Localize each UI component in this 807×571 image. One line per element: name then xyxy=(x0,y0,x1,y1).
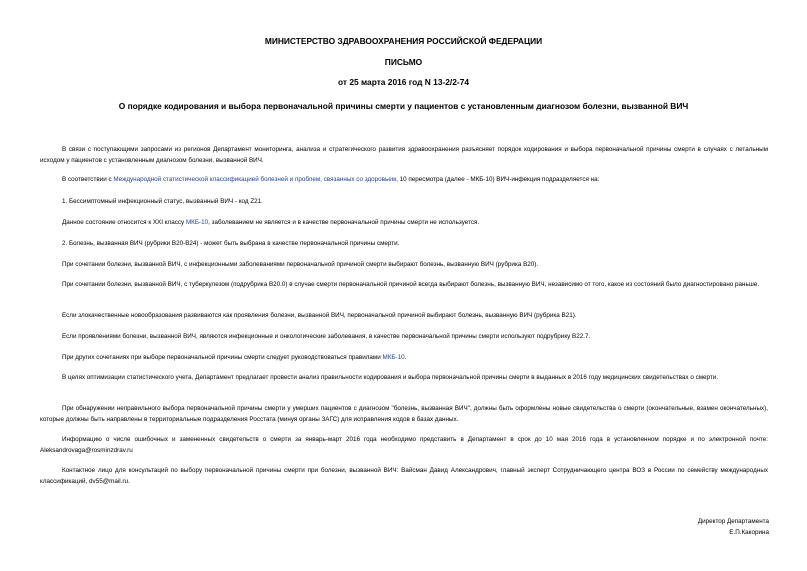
paragraph-2-text-start: В соответствии с xyxy=(62,176,114,183)
document-subject: О порядке кодирования и выбора первоначальной причины смерти у пациентов с установленным диагнозом болезни, вызванной ВИЧ xyxy=(118,101,689,111)
paragraph-2 xyxy=(40,175,768,186)
paragraph-4 xyxy=(40,218,768,229)
icd10-classification-link[interactable]: Международной статистической классификацией болезней и проблем, связанных со здоровьем xyxy=(113,176,397,183)
paragraph-4-text-start: Данное состояние относится к XXI классу xyxy=(62,219,186,226)
paragraph-10-text-end: . xyxy=(404,354,407,361)
paragraph-12: При обнаружении неправильного выбора первоначальной причины смерти у умерших пациентов с диагнозом "болезнь, вызванная ВИЧ", должны быть оформлены новые свидетельства о смерти (окончательные, взамен окончательных), которые должны быть направлены в территориальные подразделения Росстата (минуя органы ЗАГС) для исправления кодов в базах данных. xyxy=(40,405,768,423)
paragraph-14: Контактное лицо для консультаций по выбору первоначальной причины смерти при болезни, вызванной ВИЧ: Вайсман Давид Александрович, главный эксперт Сотрудничающего центра ВОЗ в России по семейству международных классификаций, dv55@mail.ru. xyxy=(40,467,768,485)
paragraph-9: Если проявлениями болезни, вызванной ВИЧ, являются инфекционные и онкологические заболевания, в качестве первоначальной причины смерти используют подрубрику В22.7. xyxy=(62,333,591,340)
document-date-number: от 25 марта 2016 год N 13-2/2-74 xyxy=(337,77,470,87)
paragraph-4-text-end: , заболеванием не является и в качестве первоначальной причины смерти не используется. xyxy=(208,219,480,226)
icd10-link[interactable]: МКБ-10 xyxy=(185,219,209,226)
paragraph-3: 1. Бессимптомный инфекционный статус, вызванный ВИЧ - код Z21. xyxy=(62,198,263,205)
icd10-rules-link[interactable]: МКБ-10 xyxy=(382,354,405,361)
paragraph-11: В целях оптимизации статистического учета, Департамент предлагает провести анализ правильности кодирования и выбора первоначальной причины смерти в выданных в 2016 году медицинских свидетельствах о смерти. xyxy=(62,374,719,381)
paragraph-2-text-end: , 10 пересмотра (далее - МКБ-10) ВИЧ-инфекция подразделяется на: xyxy=(396,176,600,183)
paragraph-8: Если злокачественные новообразования развиваются как проявления болезни, вызванной ВИЧ, первоначальной причиной выбирают болезнь, вызванную ВИЧ (рубрика В21). xyxy=(62,312,577,319)
paragraph-13: Информацию о числе ошибочных и замененных свидетельств о смерти за январь-март 2016 года необходимо представить в Департамент в срок до 10 мая 2016 года в установленном порядке и по электронной почте: Aleksandrovaga@rosminzdrav.ru xyxy=(40,436,768,454)
paragraph-6: При сочетании болезни, вызванной ВИЧ, с инфекционными заболеваниями первоначальной причиной смерти выбирают болезнь, вызванную ВИЧ (рубрика В20). xyxy=(62,261,539,268)
paragraph-5: 2. Болезнь, вызванная ВИЧ (рубрики В20-В24) - может быть выбрана в качестве первоначальной причины смерти. xyxy=(62,240,400,247)
ministry-heading: МИНИСТЕРСТВО ЗДРАВООХРАНЕНИЯ РОССИЙСКОЙ ФЕДЕРАЦИИ xyxy=(264,36,543,46)
paragraph-10-text-start: При других сочетаниях при выборе первоначальной причины смерти следует руководствоваться правилами xyxy=(62,354,383,361)
paragraph-1: В связи с поступающими запросами из регионов Департамент мониторинга, анализа и стратегического развития здравоохранения разъясняет порядок кодирования и выбора первоначальной причины смерти в случаях с летальным исходом у пациентов с установленным диагнозом болезни, вызванной ВИЧ. xyxy=(40,146,768,164)
paragraph-10 xyxy=(40,353,768,364)
signature-name: Е.П.Какорина xyxy=(729,529,769,536)
signature-position: Директор Департамента xyxy=(697,518,769,525)
paragraph-7: При сочетании болезни, вызванной ВИЧ, с туберкулезом (подрубрика В20.0) в случае смерти первоначальной причиной всегда выбирают болезнь, вызванную ВИЧ, независимо от того, какое из состояний было диагностировано раньше. xyxy=(62,281,760,288)
document-type: ПИСЬМО xyxy=(384,57,423,67)
